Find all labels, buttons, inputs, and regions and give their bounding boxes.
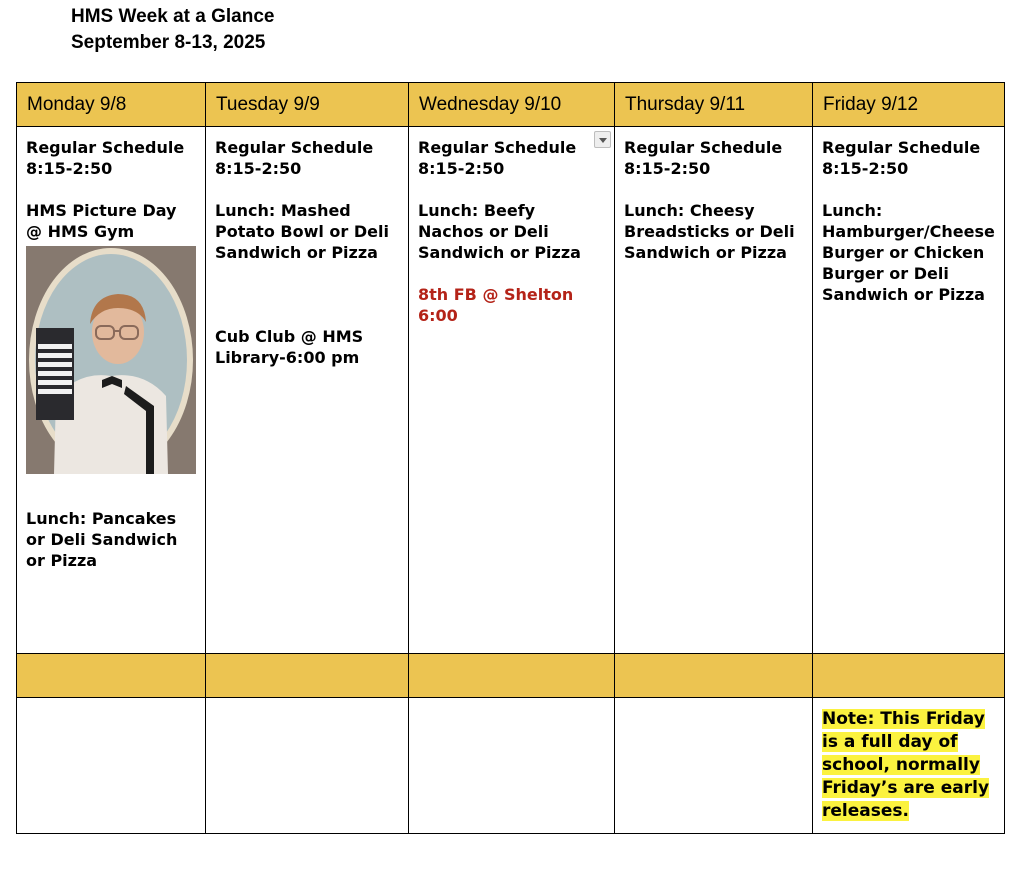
cell-tuesday[interactable]	[206, 127, 409, 654]
schedule-time: 8:15-2:50	[418, 159, 505, 178]
divider-band-row	[17, 654, 1005, 698]
notes-row	[17, 698, 1005, 834]
friday-note: Note: This Friday is a full day of school, normally Friday’s are early releases.	[822, 709, 990, 821]
cell-monday[interactable]	[17, 127, 206, 654]
document-title	[71, 4, 274, 56]
band-cell[interactable]	[409, 654, 615, 698]
cell-friday[interactable]	[813, 127, 1005, 654]
portrait-image	[26, 246, 196, 474]
schedule-label: Regular Schedule	[26, 138, 185, 157]
schedule-time: 8:15-2:50	[822, 159, 909, 178]
schedule-time: 8:15-2:50	[215, 159, 302, 178]
week-table	[16, 82, 1005, 834]
notes-cell-friday[interactable]	[813, 698, 1005, 834]
notes-cell-wednesday[interactable]	[409, 698, 615, 834]
band-cell[interactable]	[17, 654, 206, 698]
notes-cell-tuesday[interactable]	[206, 698, 409, 834]
schedule-label: Regular Schedule	[624, 138, 783, 157]
schedule-label: Regular Schedule	[418, 138, 577, 157]
title-line-2: September 8-13, 2025	[71, 32, 266, 53]
schedule-time: 8:15-2:50	[26, 159, 113, 178]
lunch-menu: Lunch: Hamburger/Cheese Burger or Chicken Burger or Deli Sandwich or Pizza	[822, 201, 995, 304]
band-cell[interactable]	[813, 654, 1005, 698]
header-friday[interactable]: Friday 9/12	[813, 83, 1005, 127]
schedule-label: Regular Schedule	[822, 138, 981, 157]
header-monday[interactable]: Monday 9/8	[17, 83, 206, 127]
day-content-row	[17, 127, 1005, 654]
title-line-1: HMS Week at a Glance	[71, 6, 275, 27]
lunch-menu: Lunch: Cheesy Breadsticks or Deli Sandwich or Pizza	[624, 201, 795, 262]
notes-cell-thursday[interactable]	[615, 698, 813, 834]
lunch-menu: Lunch: Beefy Nachos or Deli Sandwich or Pizza	[418, 201, 581, 262]
header-thursday[interactable]: Thursday 9/11	[615, 83, 813, 127]
band-cell[interactable]	[206, 654, 409, 698]
day-header-row	[17, 83, 1005, 127]
event-football-game: 8th FB @ Shelton 6:00	[418, 285, 574, 325]
schedule-time: 8:15-2:50	[624, 159, 711, 178]
cell-dropdown-button[interactable]	[594, 131, 611, 148]
notes-cell-monday[interactable]	[17, 698, 206, 834]
chevron-down-icon	[599, 138, 607, 143]
school-portrait-photo-icon[interactable]	[26, 246, 196, 474]
cell-thursday[interactable]	[615, 127, 813, 654]
event-picture-day: HMS Picture Day @ HMS Gym	[26, 201, 177, 241]
header-wednesday[interactable]: Wednesday 9/10	[409, 83, 615, 127]
band-cell[interactable]	[615, 654, 813, 698]
lunch-menu: Lunch: Pancakes or Deli Sandwich or Pizza	[26, 509, 178, 570]
event-cub-club: Cub Club @ HMS Library-6:00 pm	[215, 327, 364, 367]
schedule-label: Regular Schedule	[215, 138, 374, 157]
cell-wednesday[interactable]	[409, 127, 615, 654]
header-tuesday[interactable]: Tuesday 9/9	[206, 83, 409, 127]
lunch-menu: Lunch: Mashed Potato Bowl or Deli Sandwich or Pizza	[215, 201, 389, 262]
